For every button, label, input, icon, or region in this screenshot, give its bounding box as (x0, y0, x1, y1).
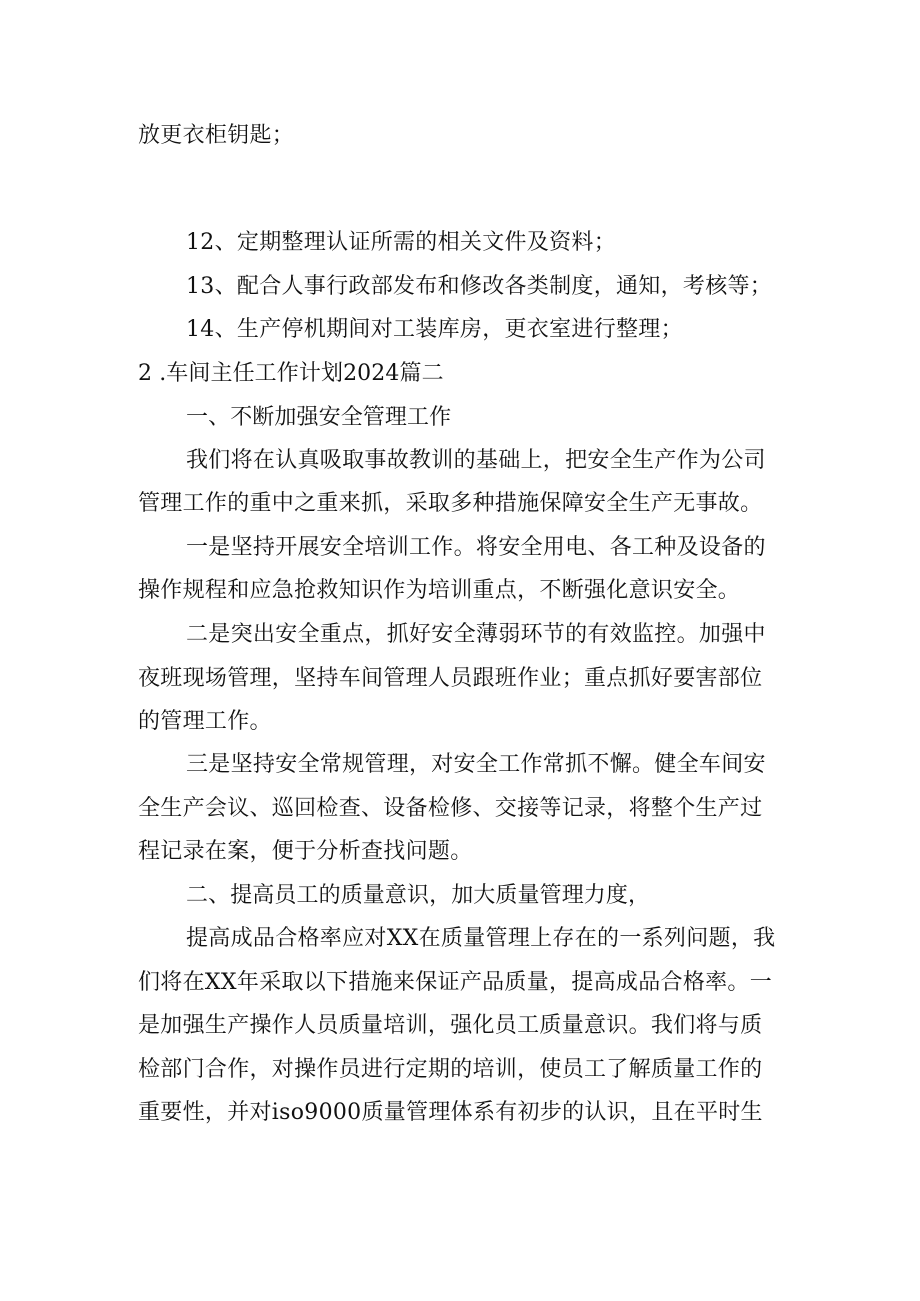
list-item-12: 12、定期整理认证所需的相关文件及资料； (186, 230, 616, 255)
subsection-heading-2: 二、提高员工的质量意识，加大质量管理力度， (186, 883, 651, 908)
paragraph-line: 二是突出安全重点，抓好安全薄弱环节的有效监控。加强中 (186, 622, 766, 647)
paragraph-line: 的管理工作。 (138, 709, 272, 734)
paragraph-line: 夜班现场管理，坚持车间管理人员跟班作业；重点抓好要害部位 (138, 666, 763, 691)
paragraph-line: 一是坚持开展安全培训工作。将安全用电、各工种及设备的 (186, 535, 766, 560)
section-title: 2 .车间主任工作计划2024篇二 (138, 361, 444, 386)
paragraph-line: 管理工作的重中之重来抓，采取多种措施保障安全生产无事故。 (138, 491, 763, 516)
paragraph-line: 我们将在认真吸取事故教训的基础上，把安全生产作为公司 (186, 448, 766, 473)
list-item-14: 14、生产停机期间对工装库房，更衣室进行整理； (186, 317, 683, 342)
list-item-13: 13、配合人事行政部发布和修改各类制度，通知，考核等； (186, 274, 773, 299)
paragraph-line: 三是坚持安全常规管理，对安全工作常抓不懈。健全车间安 (186, 752, 766, 777)
text-line: 放更衣柜钥匙； (138, 123, 295, 148)
paragraph-line: 全生产会议、巡回检查、设备检修、交接等记录，将整个生产过 (138, 796, 763, 821)
paragraph-line: 检部门合作，对操作员进行定期的培训，使员工了解质量工作的 (138, 1057, 763, 1082)
paragraph-line: 是加强生产操作人员质量培训，强化员工质量意识。我们将与质 (138, 1013, 763, 1038)
subsection-heading-1: 一、不断加强安全管理工作 (186, 405, 452, 430)
paragraph-line: 程记录在案，便于分析查找问题。 (138, 839, 473, 864)
paragraph-line: 操作规程和应急抢救知识作为培训重点，不断强化意识安全。 (138, 578, 741, 603)
paragraph-line: 们将在XX年采取以下措施来保证产品质量，提高成品合格率。一 (138, 970, 773, 995)
paragraph-line: 重要性，并对iso9000质量管理体系有初步的认识，且在平时生 (138, 1100, 763, 1125)
paragraph-line: 提高成品合格率应对XX在质量管理上存在的一系列问题，我 (186, 926, 776, 951)
